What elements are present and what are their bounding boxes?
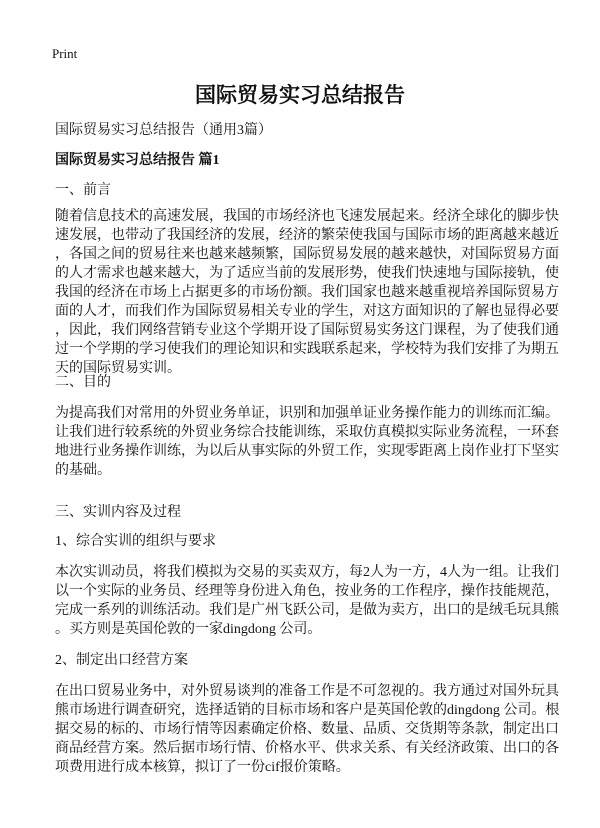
text-line: 熊市场进行调查研究，选择适销的目标市场和客户是英国伦敦的dingdong 公司。根: [55, 703, 560, 718]
section-heading-content: 三、实训内容及过程: [55, 505, 181, 520]
text-line: 以一个实际的业务员、经理等身份进入角色，按业务的工作程序，操作技能规范，: [55, 584, 559, 599]
text-line: 在出口贸易业务中，对外贸易谈判的准备工作是不可忽视的。我方通过对国外玩具: [55, 684, 559, 699]
text-line: 商品经营方案。然后据市场行情、价格水平、供求关系、有关经济政策、出口的各: [55, 741, 559, 756]
text-line: 面的人才，而我们作为国际贸易相关专业的学生，对这方面知识的了解也显得必要: [55, 304, 559, 319]
text-line: 天的国际贸易实训。: [55, 361, 181, 376]
text-line: 让我们进行较系统的外贸业务综合技能训练，采取仿真模拟实际业务流程，一环套: [55, 425, 559, 440]
subtitle: 国际贸易实习总结报告（通用3篇）: [55, 123, 272, 138]
text-line: 完成一系列的训练活动。我们是广州飞跃公司，是做为卖方，出口的是绒毛玩具熊: [55, 603, 559, 618]
paragraph-purpose: [55, 404, 559, 480]
paragraph-organization: [55, 563, 559, 639]
text-line: ，因此，我们网络营销专业这个学期开设了国际贸易实务这门课程，为了使我们通: [55, 323, 559, 338]
text-line: 的基础。: [55, 463, 111, 478]
text-line: 为提高我们对常用的外贸业务单证，识别和加强单证业务操作能力的训练而汇编。: [55, 406, 559, 421]
text-line: 地进行业务操作训练，为以后从事实际的外贸工作，实现零距离上岗作业打下坚实: [55, 444, 559, 459]
paragraph-preface: [55, 207, 559, 378]
text-line: 过一个学期的学习使我们的理论知识和实践联系起来，学校特为我们安排了为期五: [55, 342, 559, 357]
text-line: 据交易的标的、市场行情等因素确定价格、数量、品质、交货期等条款，制定出口: [55, 722, 559, 737]
paragraph-export-plan: [55, 682, 559, 777]
text-line: 。买方则是英国伦敦的一家dingdong 公司。: [55, 622, 322, 637]
page-title: 国际贸易实习总结报告: [195, 83, 405, 107]
section-heading-organization: 1、综合实训的组织与要求: [55, 534, 216, 549]
article-heading: 国际贸易实习总结报告 篇1: [55, 153, 220, 168]
text-line: ，各国之间的贸易往来也越来越频繁，国际贸易发展的越来越快，对国际贸易方面: [55, 247, 559, 262]
section-heading-preface: 一、前言: [55, 183, 111, 198]
print-link[interactable]: Print: [52, 46, 78, 61]
text-line: 的人才需求也越来越大，为了适应当前的发展形势，使我们快速地与国际接轨，使: [55, 266, 559, 281]
text-line: 我国的经济在市场上占据更多的市场份额。我们国家也越来越重视培养国际贸易方: [55, 285, 559, 300]
section-heading-purpose: 二、目的: [55, 375, 111, 390]
section-heading-export-plan: 2、制定出口经营方案: [55, 653, 188, 668]
text-line: 速发展，也带动了我国经济的发展，经济的繁荣使我国与国际市场的距离越来越近: [55, 228, 559, 243]
text-line: 随着信息技术的高速发展，我国的市场经济也飞速发展起来。经济全球化的脚步快: [55, 209, 559, 224]
text-line: 项费用进行成本核算，拟订了一份cif报价策略。: [55, 760, 350, 775]
text-line: 本次实训动员，将我们模拟为交易的买卖双方，每2人为一方，4人为一组。让我们: [55, 565, 559, 580]
